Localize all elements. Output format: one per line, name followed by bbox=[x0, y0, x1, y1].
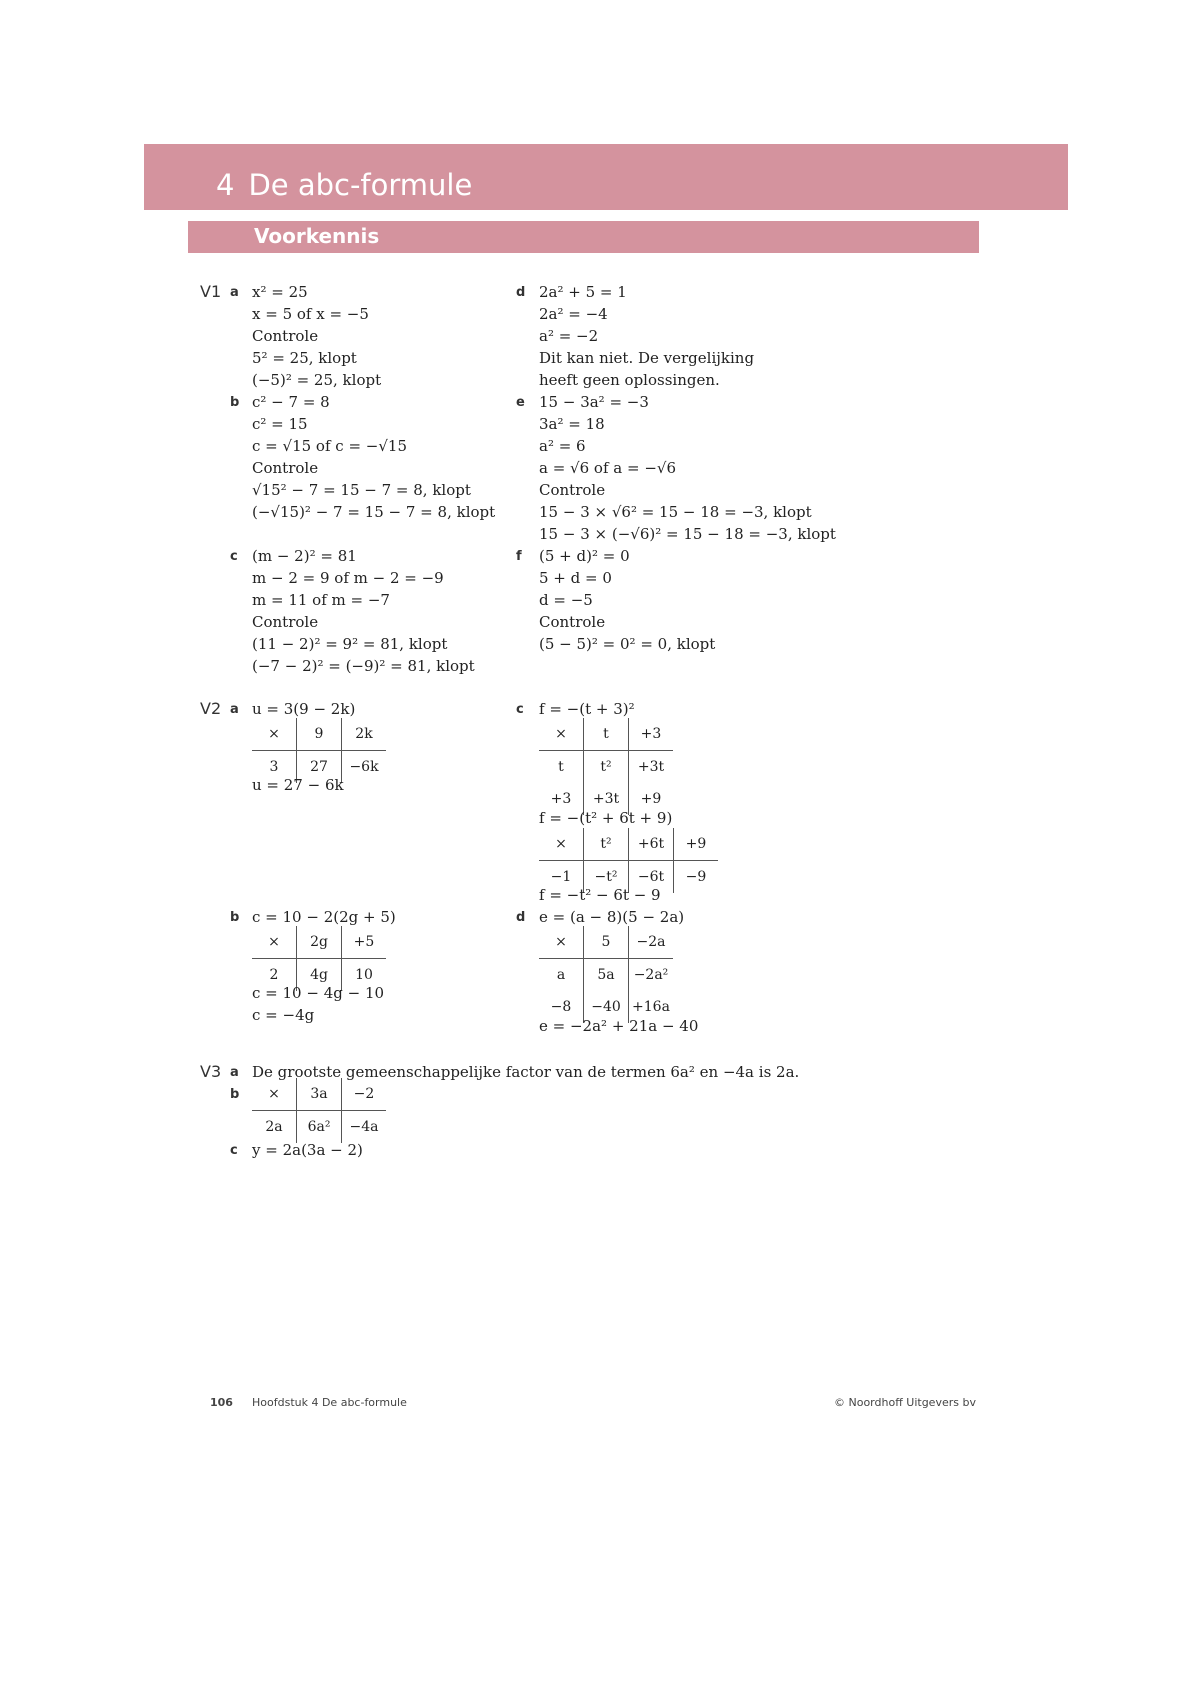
part-label-v1-e: e bbox=[516, 395, 525, 410]
part-label-v3-c: c bbox=[230, 1143, 238, 1158]
part-label-v1-f: f bbox=[516, 549, 522, 564]
footer-copyright: © Noordhoff Uitgevers bv bbox=[834, 1396, 976, 1409]
part-label-v1-d: d bbox=[516, 285, 526, 300]
footer-chapter: Hoofdstuk 4 De abc-formule bbox=[252, 1396, 407, 1409]
part-label-v2-d: d bbox=[516, 910, 526, 925]
table-v3-b: × 3a −2 2a 6a² −4a bbox=[252, 1078, 386, 1143]
part-label-v1-a: a bbox=[230, 285, 239, 300]
answer-v1-d: 2a² + 5 = 1 2a² = −4 a² = −2 Dit kan niet. De vergelijking heeft geen oplossingen. bbox=[539, 283, 755, 389]
answer-v2-b: c = 10 − 4g − 10 c = −4g bbox=[252, 984, 385, 1024]
chapter-heading bbox=[216, 168, 472, 202]
answer-v3-c: y = 2a(3a − 2) bbox=[252, 1141, 363, 1159]
chapter-title: De abc-formule bbox=[248, 168, 473, 202]
result-v2-a: u = 27 − 6k bbox=[252, 776, 344, 794]
part-label-v3-a: a bbox=[230, 1065, 239, 1080]
answer-v1-c: (m − 2)² = 81 m − 2 = 9 of m − 2 = −9 m = 11 of m = −7 Controle (11 − 2)² = 9² = 81, klopt (−7 − 2)² = (−9)² = 81, klopt bbox=[252, 547, 475, 675]
line2-v2-c: f = −(t² + 6t + 9) bbox=[539, 809, 673, 827]
answer-v3-a: De grootste gemeenschappelijke factor van de termen 6a² en −4a is 2a. bbox=[252, 1063, 800, 1081]
formula-v2-c: f = −(t + 3)² bbox=[539, 700, 635, 718]
answer-v1-b: c² − 7 = 8 c² = 15 c = √15 of c = −√15 Controle √15² − 7 = 15 − 7 = 8, klopt (−√15)² − 7 = 15 − 7 = 8, klopt bbox=[252, 393, 496, 521]
exercise-label-v3: V3 bbox=[200, 1062, 222, 1081]
exercise-label-v1: V1 bbox=[200, 282, 222, 301]
formula-v2-b: c = 10 − 2(2g + 5) bbox=[252, 908, 396, 926]
answer-v1-a: x² = 25 x = 5 of x = −5 Controle 5² = 25, klopt (−5)² = 25, klopt bbox=[252, 283, 382, 389]
table-v2-b: × 2g +5 2 4g 10 bbox=[252, 926, 386, 991]
section-title: Voorkennis bbox=[254, 224, 380, 248]
answer-v1-e: 15 − 3a² = −3 3a² = 18 a² = 6 a = √6 of a = −√6 Controle 15 − 3 × √6² = 15 − 18 = −3, klopt 15 − 3 × (−√6)² = 15 − 18 = −3, klopt bbox=[539, 393, 836, 543]
result-v2-d: e = −2a² + 21a − 40 bbox=[539, 1017, 699, 1035]
part-label-v3-b: b bbox=[230, 1087, 240, 1102]
part-label-v2-c: c bbox=[516, 702, 524, 717]
formula-v2-d: e = (a − 8)(5 − 2a) bbox=[539, 908, 685, 926]
exercise-label-v2: V2 bbox=[200, 699, 222, 718]
result-v2-c: f = −t² − 6t − 9 bbox=[539, 886, 661, 904]
table-v2-a: × 9 2k 3 27 −6k bbox=[252, 718, 386, 783]
part-label-v1-c: c bbox=[230, 549, 238, 564]
table-v2-d: × 5 −2a a 5a −2a² −8 −40 +16a bbox=[539, 926, 673, 1023]
formula-v2-a: u = 3(9 − 2k) bbox=[252, 700, 356, 718]
part-label-v1-b: b bbox=[230, 395, 240, 410]
part-label-v2-b: b bbox=[230, 910, 240, 925]
table-v2-c-1: × t +3 t t² +3t +3 +3t +9 bbox=[539, 718, 673, 815]
table-v2-c-2: × t² +6t +9 −1 −t² −6t −9 bbox=[539, 828, 718, 893]
part-label-v2-a: a bbox=[230, 702, 239, 717]
chapter-number: 4 bbox=[216, 168, 235, 202]
page-number: 106 bbox=[210, 1396, 233, 1409]
answer-v1-f: (5 + d)² = 0 5 + d = 0 d = −5 Controle (5 − 5)² = 0² = 0, klopt bbox=[539, 547, 716, 653]
